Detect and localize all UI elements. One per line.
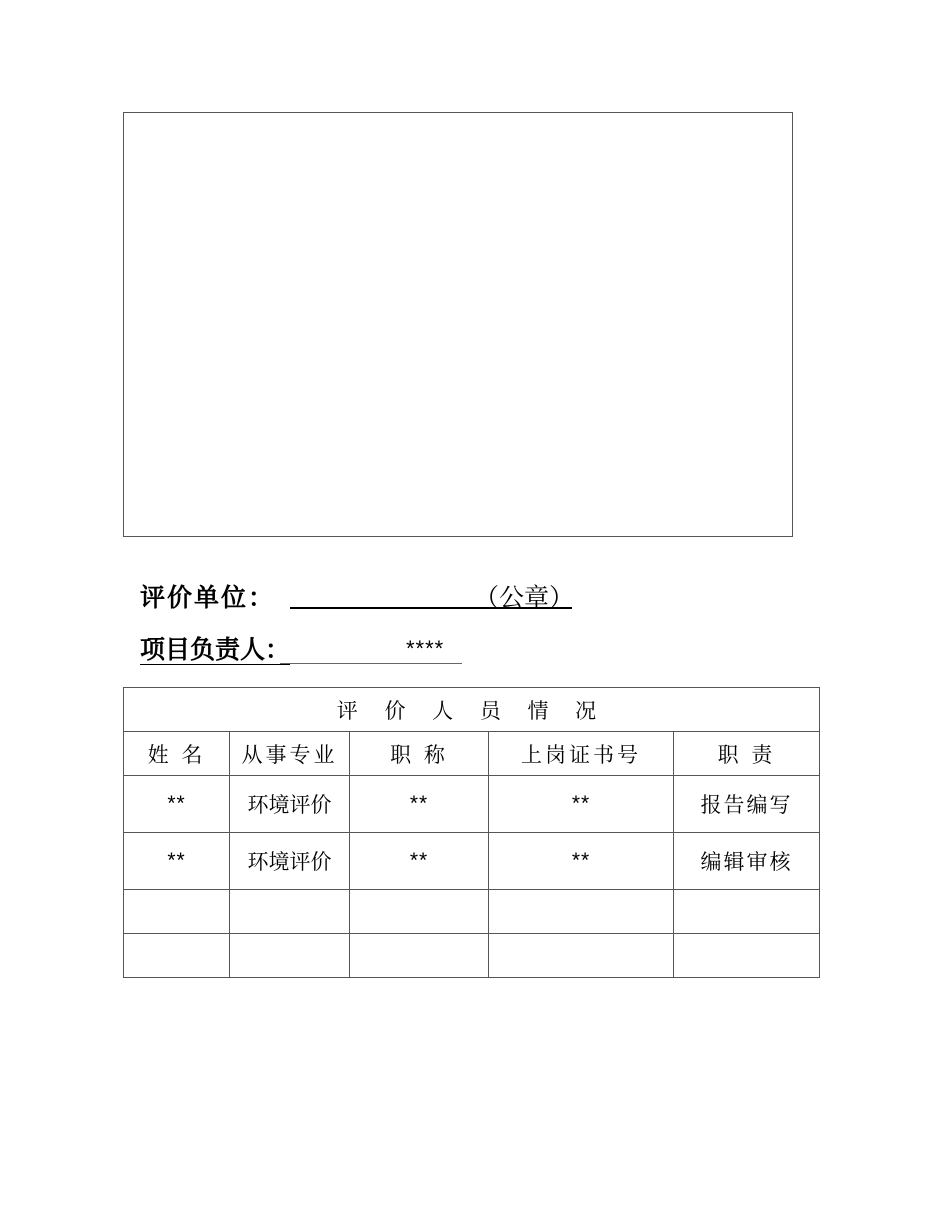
- header-title: 职 称: [350, 732, 489, 776]
- cell-title: **: [350, 833, 489, 890]
- table-row: [124, 833, 820, 890]
- evaluation-unit-line: [140, 576, 580, 610]
- table-row: [124, 934, 820, 978]
- cell-duty: 编辑审核: [674, 833, 820, 890]
- cell-title: [350, 890, 489, 934]
- table-title-row: [124, 688, 820, 732]
- table-header-row: [124, 732, 820, 776]
- cell-duty: [674, 934, 820, 978]
- stamp-area: [123, 112, 793, 537]
- evaluation-staff-table: [123, 687, 820, 978]
- cell-name: **: [124, 776, 230, 833]
- header-duty: 职 责: [674, 732, 820, 776]
- header-name: 姓 名: [124, 732, 230, 776]
- cell-name: **: [124, 833, 230, 890]
- cell-title: [350, 934, 489, 978]
- table-title: 评 价 人 员 情 况: [124, 688, 820, 732]
- evaluation-unit-label: 评价单位：: [140, 583, 276, 612]
- cell-certificate-no: [489, 934, 674, 978]
- cell-certificate-no: **: [489, 776, 674, 833]
- official-seal-label: （公章）: [474, 583, 575, 612]
- cell-title: **: [350, 776, 489, 833]
- cell-name: [124, 890, 230, 934]
- project-leader-value: ****: [406, 636, 445, 661]
- cell-name: [124, 934, 230, 978]
- cell-specialty: [230, 890, 350, 934]
- cell-specialty: 环境评价: [230, 833, 350, 890]
- project-leader-line: [140, 634, 470, 666]
- header-certificate-no: 上岗证书号: [489, 732, 674, 776]
- cell-specialty: [230, 934, 350, 978]
- cell-duty: 报告编写: [674, 776, 820, 833]
- table-row: [124, 890, 820, 934]
- cell-duty: [674, 890, 820, 934]
- cell-certificate-no: [489, 890, 674, 934]
- project-leader-label: 项目负责人：: [140, 635, 291, 664]
- header-specialty: 从事专业: [230, 732, 350, 776]
- cell-certificate-no: **: [489, 833, 674, 890]
- cell-specialty: 环境评价: [230, 776, 350, 833]
- table-row: [124, 776, 820, 833]
